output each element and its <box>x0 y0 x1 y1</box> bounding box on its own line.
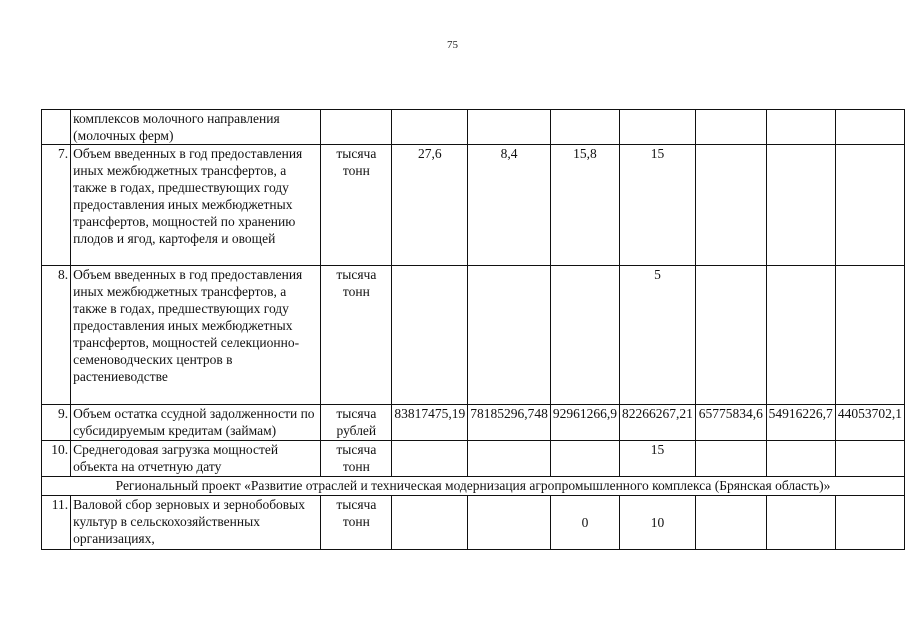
value-cell: 5 <box>620 266 696 405</box>
value-cell: 83817475,19 <box>392 405 468 441</box>
row-number: 10. <box>42 441 71 477</box>
row-number <box>42 110 71 145</box>
value-cell <box>695 145 766 266</box>
value-cell <box>835 145 904 266</box>
value-cell <box>620 110 696 145</box>
value-cell <box>392 496 468 550</box>
value-cell: 92961266,9 <box>550 405 619 441</box>
value-cell <box>835 266 904 405</box>
page-number: 75 <box>447 39 458 51</box>
value-cell: 78185296,748 <box>468 405 551 441</box>
value-cell: 54916226,7 <box>766 405 835 441</box>
value-cell <box>835 496 904 550</box>
value-cell: 15,8 <box>550 145 619 266</box>
value-cell <box>468 266 551 405</box>
indicator-name: комплексов молочного направления (молочных ферм) <box>71 110 321 145</box>
table-row <box>42 405 905 441</box>
value-cell <box>550 266 619 405</box>
value-cell <box>392 266 468 405</box>
value-cell: 27,6 <box>392 145 468 266</box>
row-number: 8. <box>42 266 71 405</box>
value-cell: 44053702,1 <box>835 405 904 441</box>
value-cell: 0 <box>550 496 619 550</box>
value-cell <box>835 441 904 477</box>
value-cell <box>468 441 551 477</box>
table-row <box>42 110 905 145</box>
table-row <box>42 266 905 405</box>
table-row <box>42 145 905 266</box>
value-cell <box>392 441 468 477</box>
value-cell: 8,4 <box>468 145 551 266</box>
value-cell <box>468 110 551 145</box>
value-cell <box>695 496 766 550</box>
value-cell: 15 <box>620 441 696 477</box>
unit-cell: тысяча рублей <box>321 405 392 441</box>
section-row <box>42 477 905 496</box>
value-cell <box>695 110 766 145</box>
table-row <box>42 496 905 550</box>
indicator-name: Объем введенных в год предоставления иных межбюджетных трансфертов, а также в годах, предшествующих году предоставления иных межбюджетных трансфертов, мощностей по хранению плодов и ягод, картофеля и овощей <box>71 145 321 266</box>
value-cell <box>766 441 835 477</box>
row-number: 11. <box>42 496 71 550</box>
value-cell <box>695 266 766 405</box>
unit-cell <box>321 110 392 145</box>
value-cell: 82266267,21 <box>620 405 696 441</box>
value-cell <box>392 110 468 145</box>
regional-project-title: Региональный проект «Развитие отраслей и техническая модернизация агропромышленного комплекса (Брянская область)» <box>42 477 905 496</box>
value-cell: 10 <box>620 496 696 550</box>
unit-cell: тысяча тонн <box>321 145 392 266</box>
value-cell <box>766 110 835 145</box>
indicators-table <box>41 109 905 550</box>
indicator-name: Среднегодовая загрузка мощностей объекта на отчетную дату <box>71 441 321 477</box>
value-cell <box>835 110 904 145</box>
value-cell <box>695 441 766 477</box>
value-cell <box>468 496 551 550</box>
row-number: 7. <box>42 145 71 266</box>
value-cell <box>766 496 835 550</box>
row-number: 9. <box>42 405 71 441</box>
value-cell: 65775834,6 <box>695 405 766 441</box>
indicator-name: Объем остатка ссудной задолженности по субсидируемым кредитам (займам) <box>71 405 321 441</box>
value-cell <box>766 266 835 405</box>
value-cell <box>550 110 619 145</box>
unit-cell: тысяча тонн <box>321 496 392 550</box>
indicator-name: Валовой сбор зерновых и зернобобовых культур в сельскохозяйственных организациях, <box>71 496 321 550</box>
indicator-name: Объем введенных в год предоставления иных межбюджетных трансфертов, а также в годах, предшествующих году предоставления иных межбюджетных трансфертов, мощностей селекционно-семеноводческих центров в растениеводстве <box>71 266 321 405</box>
unit-cell: тысяча тонн <box>321 266 392 405</box>
table-row <box>42 441 905 477</box>
value-cell <box>766 145 835 266</box>
unit-cell: тысяча тонн <box>321 441 392 477</box>
value-cell <box>550 441 619 477</box>
value-cell: 15 <box>620 145 696 266</box>
